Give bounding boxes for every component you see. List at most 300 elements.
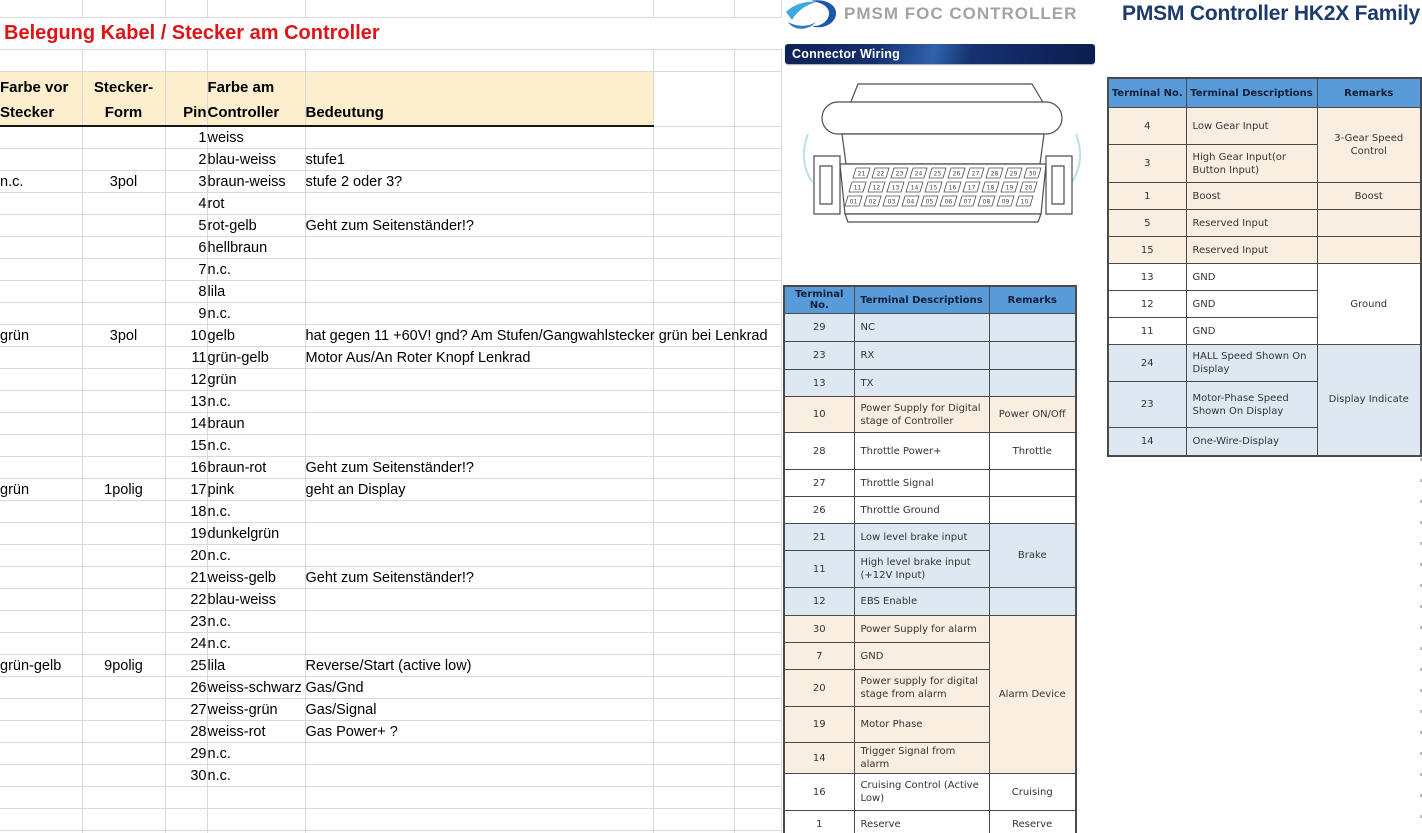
terminal-number-cell: 26 — [784, 497, 854, 524]
sheet-cell[interactable] — [653, 303, 734, 325]
sheet-cell[interactable] — [734, 611, 781, 633]
sheet-cell[interactable] — [82, 523, 165, 545]
sheet-cell[interactable] — [653, 809, 734, 831]
sheet-row — [0, 325, 781, 347]
sheet-cell[interactable] — [0, 325, 82, 347]
sheet-cell[interactable] — [82, 611, 165, 633]
sheet-cell-value: 28 — [190, 723, 207, 740]
terminal-number-cell: 14 — [784, 743, 854, 774]
sheet-cell-value: Gas Power+ ? — [305, 723, 398, 740]
sheet-cell[interactable] — [207, 193, 305, 215]
sheet-cell[interactable] — [653, 18, 734, 50]
sheet-row — [0, 347, 781, 369]
sheet-header-cell[interactable] — [207, 72, 305, 127]
sheet-cell[interactable] — [165, 655, 207, 677]
terminal-number-cell: 11 — [1108, 318, 1186, 345]
sheet-cell[interactable] — [207, 281, 305, 303]
sheet-cell[interactable] — [207, 149, 305, 171]
sheet-cell[interactable] — [0, 126, 82, 149]
sheet-cell[interactable] — [0, 765, 82, 787]
sheet-cell[interactable] — [82, 303, 165, 325]
sheet-cell[interactable] — [0, 545, 82, 567]
sheet-header-cell[interactable] — [305, 72, 653, 127]
sheet-cell[interactable] — [734, 501, 781, 523]
sheet-cell[interactable] — [0, 787, 82, 809]
connector-pin-number: 23 — [895, 170, 904, 178]
sheet-cell[interactable] — [207, 0, 305, 18]
sheet-cell[interactable] — [305, 633, 653, 655]
sheet-cell[interactable] — [653, 149, 734, 171]
sheet-cell[interactable] — [165, 809, 207, 831]
sheet-cell[interactable] — [305, 413, 653, 435]
sheet-cell[interactable] — [305, 237, 653, 259]
terminal-table-header-row — [784, 286, 1076, 314]
sheet-cell[interactable] — [165, 611, 207, 633]
section-banner-label: Connector Wiring — [792, 47, 900, 61]
sheet-cell[interactable] — [165, 347, 207, 369]
sheet-header-cell[interactable] — [0, 72, 82, 127]
sheet-cell[interactable] — [653, 743, 734, 765]
sheet-cell[interactable] — [734, 215, 781, 237]
terminal-number-cell: 13 — [1108, 264, 1186, 291]
sheet-cell[interactable] — [207, 677, 305, 699]
sheet-cell[interactable] — [165, 589, 207, 611]
sheet-cell[interactable] — [207, 325, 305, 347]
sheet-cell[interactable] — [653, 523, 734, 545]
sheet-cell[interactable] — [165, 215, 207, 237]
sheet-cell[interactable] — [82, 171, 165, 193]
sheet-cell[interactable] — [0, 501, 82, 523]
sheet-cell[interactable] — [82, 743, 165, 765]
sheet-cell[interactable] — [0, 611, 82, 633]
sheet-row — [0, 545, 781, 567]
sheet-cell-value: grün — [207, 371, 237, 388]
terminal-description-cell: Trigger Signal from alarm — [854, 743, 989, 774]
sheet-cell[interactable] — [0, 677, 82, 699]
sheet-cell[interactable] — [734, 149, 781, 171]
sheet-cell[interactable] — [207, 633, 305, 655]
sheet-cell[interactable] — [165, 545, 207, 567]
sheet-cell[interactable] — [0, 655, 82, 677]
sheet-cell[interactable] — [0, 303, 82, 325]
sheet-cell[interactable] — [305, 215, 653, 237]
terminal-number-cell: 11 — [784, 551, 854, 588]
sheet-header-cell[interactable] — [82, 72, 165, 127]
sheet-cell[interactable] — [0, 259, 82, 281]
sheet-cell[interactable] — [165, 787, 207, 809]
sheet-cell[interactable] — [734, 567, 781, 589]
connector-pin-number: 27 — [971, 170, 980, 178]
sheet-cell[interactable] — [82, 193, 165, 215]
sheet-cell[interactable] — [82, 677, 165, 699]
sheet-cell-value: n.c. — [207, 503, 231, 520]
sheet-cell[interactable] — [734, 743, 781, 765]
sheet-cell[interactable] — [82, 413, 165, 435]
sheet-cell[interactable] — [207, 303, 305, 325]
sheet-cell[interactable] — [305, 677, 653, 699]
sheet-cell[interactable] — [305, 149, 653, 171]
sheet-cell-value: 12 — [190, 371, 207, 388]
sheet-cell[interactable] — [0, 391, 82, 413]
sheet-cell[interactable] — [305, 501, 653, 523]
sheet-cell[interactable] — [165, 457, 207, 479]
sheet-cell[interactable] — [207, 699, 305, 721]
sheet-cell[interactable] — [207, 126, 305, 149]
sheet-cell[interactable] — [82, 765, 165, 787]
sheet-cell[interactable] — [165, 699, 207, 721]
sheet-cell[interactable] — [207, 589, 305, 611]
sheet-cell[interactable] — [734, 171, 781, 193]
sheet-cell[interactable] — [305, 391, 653, 413]
sheet-cell[interactable] — [734, 18, 781, 50]
sheet-cell[interactable] — [165, 193, 207, 215]
sheet-cell[interactable] — [653, 655, 734, 677]
sheet-cell[interactable] — [653, 611, 734, 633]
sheet-cell[interactable] — [82, 325, 165, 347]
sheet-cell[interactable] — [0, 281, 82, 303]
sheet-cell[interactable] — [82, 0, 165, 18]
sheet-cell[interactable] — [165, 743, 207, 765]
sheet-cell[interactable] — [653, 545, 734, 567]
terminal-table-row — [1108, 345, 1421, 382]
sheet-cell[interactable] — [82, 237, 165, 259]
sheet-cell[interactable] — [734, 545, 781, 567]
sheet-cell[interactable] — [207, 743, 305, 765]
sheet-cell-value: Reverse/Start (active low) — [305, 657, 472, 674]
sheet-cell[interactable] — [653, 281, 734, 303]
sheet-cell[interactable] — [165, 633, 207, 655]
sheet-cell[interactable] — [82, 545, 165, 567]
terminal-description-cell: GND — [854, 643, 989, 670]
sheet-cell[interactable] — [207, 215, 305, 237]
sheet-cell[interactable] — [653, 50, 734, 72]
sheet-cell[interactable] — [653, 501, 734, 523]
sheet-cell[interactable] — [207, 545, 305, 567]
sheet-cell[interactable] — [82, 809, 165, 831]
sheet-cell[interactable] — [0, 171, 82, 193]
sheet-cell-value: Geht zum Seitenständer!? — [305, 217, 474, 234]
sheet-cell[interactable] — [165, 171, 207, 193]
sheet-cell[interactable] — [653, 171, 734, 193]
sheet-row — [0, 237, 781, 259]
sheet-cell[interactable] — [207, 457, 305, 479]
sheet-cell[interactable] — [82, 479, 165, 501]
sheet-cell[interactable] — [82, 787, 165, 809]
sheet-cell[interactable] — [734, 523, 781, 545]
sheet-cell[interactable] — [653, 567, 734, 589]
sheet-cell[interactable] — [207, 611, 305, 633]
sheet-cell-value: stufe 2 oder 3? — [305, 173, 403, 190]
sheet-header-cell[interactable] — [653, 72, 734, 127]
sheet-cell[interactable] — [165, 479, 207, 501]
sheet-cell[interactable] — [0, 0, 82, 18]
sheet-cell[interactable] — [305, 259, 653, 281]
sheet-header-cell[interactable] — [165, 72, 207, 127]
sheet-cell[interactable] — [0, 237, 82, 259]
sheet-cell-value: braun-weiss — [207, 173, 286, 190]
sheet-cell[interactable] — [82, 457, 165, 479]
sheet-cell[interactable] — [0, 347, 82, 369]
sheet-cell-value: 27 — [190, 701, 207, 718]
sheet-cell[interactable] — [734, 126, 781, 149]
sheet-cell[interactable] — [734, 391, 781, 413]
sheet-cell[interactable] — [207, 259, 305, 281]
terminal-table-row — [1108, 237, 1421, 264]
sheet-cell[interactable] — [734, 765, 781, 787]
sheet-cell[interactable] — [207, 479, 305, 501]
sheet-cell[interactable] — [82, 391, 165, 413]
sheet-cell[interactable] — [653, 237, 734, 259]
sheet-cell[interactable] — [305, 523, 653, 545]
sheet-cell[interactable] — [734, 721, 781, 743]
sheet-cell[interactable] — [0, 457, 82, 479]
sheet-cell[interactable] — [653, 721, 734, 743]
sheet-cell[interactable] — [82, 347, 165, 369]
sheet-cell[interactable] — [653, 633, 734, 655]
sheet-cell[interactable] — [305, 479, 653, 501]
sheet-cell[interactable] — [305, 0, 653, 18]
sheet-cell[interactable] — [165, 391, 207, 413]
sheet-cell[interactable] — [305, 303, 653, 325]
sheet-header-cell[interactable] — [734, 72, 781, 127]
sheet-cell[interactable] — [82, 50, 165, 72]
sheet-cell[interactable] — [165, 325, 207, 347]
sheet-cell[interactable] — [734, 787, 781, 809]
sheet-cell[interactable] — [165, 237, 207, 259]
sheet-cell[interactable] — [305, 699, 653, 721]
sheet-cell[interactable] — [165, 721, 207, 743]
sheet-cell[interactable] — [0, 413, 82, 435]
sheet-cell[interactable] — [653, 479, 734, 501]
sheet-cell[interactable] — [653, 259, 734, 281]
sheet-cell[interactable] — [165, 281, 207, 303]
sheet-cell[interactable] — [734, 699, 781, 721]
sheet-cell-value: n.c. — [207, 261, 231, 278]
sheet-cell-value: gelb — [207, 327, 235, 344]
sheet-cell[interactable] — [734, 0, 781, 18]
sheet-cell[interactable] — [82, 149, 165, 171]
sheet-cell[interactable] — [207, 237, 305, 259]
connector-pin-number: 26 — [952, 170, 961, 178]
sheet-cell[interactable] — [165, 0, 207, 18]
connector-pin-number: 02 — [868, 198, 877, 206]
sheet-cell[interactable] — [0, 809, 82, 831]
sheet-cell[interactable] — [653, 347, 734, 369]
sheet-cell-value: rot — [207, 195, 225, 212]
sheet-cell[interactable] — [653, 765, 734, 787]
sheet-cell[interactable] — [734, 435, 781, 457]
terminal-number-cell: 20 — [784, 670, 854, 707]
sheet-row — [0, 126, 781, 149]
sheet-cell[interactable] — [82, 589, 165, 611]
sheet-cell[interactable] — [734, 457, 781, 479]
sheet-cell-value: 24 — [190, 635, 207, 652]
sheet-cell-value: n.c. — [207, 635, 231, 652]
sheet-cell[interactable] — [82, 435, 165, 457]
sheet-cell[interactable] — [734, 655, 781, 677]
sheet-cell[interactable] — [82, 259, 165, 281]
sheet-cell[interactable] — [734, 633, 781, 655]
sheet-cell[interactable] — [305, 589, 653, 611]
sheet-cell[interactable] — [734, 369, 781, 391]
sheet-cell[interactable] — [0, 699, 82, 721]
sheet-cell[interactable] — [305, 325, 768, 347]
sheet-cell-value: grün — [0, 481, 30, 498]
terminal-table-row — [784, 470, 1076, 497]
sheet-cell[interactable] — [165, 303, 207, 325]
sheet-cell[interactable] — [734, 303, 781, 325]
sheet-cell[interactable] — [653, 589, 734, 611]
sheet-cell[interactable] — [305, 126, 653, 149]
sheet-cell[interactable] — [305, 787, 653, 809]
sheet-cell[interactable] — [305, 545, 653, 567]
terminal-description-cell: Cruising Control (Active Low) — [854, 774, 989, 811]
sheet-cell[interactable] — [82, 721, 165, 743]
sheet-cell[interactable] — [0, 215, 82, 237]
terminal-description-cell: Motor-Phase Speed Shown On Display — [1186, 382, 1317, 428]
sheet-cell[interactable] — [0, 149, 82, 171]
sheet-row — [0, 215, 781, 237]
sheet-cell[interactable] — [653, 369, 734, 391]
sheet-cell[interactable] — [0, 50, 82, 72]
sheet-cell[interactable] — [734, 677, 781, 699]
sheet-cell[interactable] — [734, 809, 781, 831]
sheet-cell-value: 13 — [190, 393, 207, 410]
sheet-cell[interactable] — [305, 369, 653, 391]
sheet-cell[interactable] — [734, 281, 781, 303]
sheet-cell[interactable] — [165, 523, 207, 545]
sheet-cell[interactable] — [0, 479, 82, 501]
sheet-cell[interactable] — [207, 347, 305, 369]
sheet-cell-value: 2 — [198, 151, 207, 168]
sheet-cell[interactable] — [653, 699, 734, 721]
sheet-cell[interactable] — [0, 369, 82, 391]
sheet-cell[interactable] — [207, 501, 305, 523]
sheet-cell[interactable] — [653, 126, 734, 149]
sheet-cell[interactable] — [207, 765, 305, 787]
sheet-row — [0, 787, 781, 809]
sheet-cell[interactable] — [82, 501, 165, 523]
sheet-cell[interactable] — [305, 567, 653, 589]
sheet-cell[interactable] — [165, 567, 207, 589]
sheet-cell[interactable] — [734, 193, 781, 215]
sheet-cell[interactable] — [207, 391, 305, 413]
sheet-cell[interactable] — [82, 655, 165, 677]
sheet-cell[interactable] — [305, 765, 653, 787]
sheet-cell[interactable] — [0, 18, 653, 50]
sheet-cell[interactable] — [207, 523, 305, 545]
sheet-cell[interactable] — [653, 193, 734, 215]
sheet-cell[interactable] — [305, 743, 653, 765]
sheet-cell[interactable] — [305, 193, 653, 215]
sheet-cell[interactable] — [165, 149, 207, 171]
sheet-cell[interactable] — [207, 171, 305, 193]
sheet-row — [0, 259, 781, 281]
sheet-cell[interactable] — [653, 457, 734, 479]
sheet-cell[interactable] — [207, 435, 305, 457]
sheet-cell[interactable] — [82, 215, 165, 237]
sheet-cell[interactable] — [653, 435, 734, 457]
sheet-cell[interactable] — [207, 721, 305, 743]
terminal-table-header-row — [1108, 78, 1421, 108]
sheet-cell[interactable] — [305, 347, 653, 369]
datasheet-panel[interactable] — [782, 0, 1422, 833]
terminal-description-cell: Low Gear Input — [1186, 108, 1317, 145]
sheet-cell[interactable] — [0, 435, 82, 457]
sheet-cell[interactable] — [653, 413, 734, 435]
sheet-cell[interactable] — [305, 721, 653, 743]
header-label: Stecker- — [93, 79, 154, 96]
sheet-cell[interactable] — [734, 589, 781, 611]
sheet-cell[interactable] — [734, 50, 781, 72]
sheet-cell[interactable] — [207, 50, 305, 72]
sheet-cell[interactable] — [82, 699, 165, 721]
sheet-cell[interactable] — [305, 50, 653, 72]
sheet-cell[interactable] — [653, 0, 734, 18]
sheet-cell[interactable] — [82, 369, 165, 391]
sheet-cell[interactable] — [165, 677, 207, 699]
sheet-cell[interactable] — [653, 391, 734, 413]
sheet-cell[interactable] — [305, 435, 653, 457]
sheet-cell[interactable] — [305, 655, 653, 677]
sheet-cell[interactable] — [0, 193, 82, 215]
sheet-cell[interactable] — [0, 633, 82, 655]
sheet-cell[interactable] — [165, 765, 207, 787]
sheet-cell[interactable] — [734, 237, 781, 259]
sheet-cell[interactable] — [305, 281, 653, 303]
sheet-cell[interactable] — [734, 347, 781, 369]
sheet-cell[interactable] — [653, 787, 734, 809]
sheet-cell[interactable] — [734, 479, 781, 501]
sheet-cell[interactable] — [82, 567, 165, 589]
sheet-cell-value: 1polig — [104, 481, 143, 498]
sheet-cell[interactable] — [165, 369, 207, 391]
sheet-cell[interactable] — [165, 50, 207, 72]
sheet-cell[interactable] — [207, 413, 305, 435]
terminal-description-cell: Low level brake input — [854, 524, 989, 551]
sheet-cell[interactable] — [165, 126, 207, 149]
sheet-cell[interactable] — [165, 259, 207, 281]
sheet-cell[interactable] — [305, 809, 653, 831]
sheet-cell-value: 16 — [190, 459, 207, 476]
sheet-cell[interactable] — [305, 171, 653, 193]
sheet-cell[interactable] — [0, 567, 82, 589]
sheet-cell[interactable] — [305, 457, 653, 479]
sheet-cell[interactable] — [734, 413, 781, 435]
sheet-cell[interactable] — [82, 126, 165, 149]
sheet-cell-value: 3 — [198, 173, 207, 190]
sheet-cell[interactable] — [0, 589, 82, 611]
sheet-cell[interactable] — [82, 633, 165, 655]
sheet-cell[interactable] — [165, 413, 207, 435]
sheet-cell[interactable] — [207, 567, 305, 589]
sheet-cell[interactable] — [207, 809, 305, 831]
sheet-cell[interactable] — [0, 721, 82, 743]
sheet-cell-value: 9polig — [104, 657, 143, 674]
sheet-cell[interactable] — [165, 435, 207, 457]
sheet-cell[interactable] — [0, 523, 82, 545]
sheet-cell[interactable] — [165, 501, 207, 523]
sheet-cell[interactable] — [82, 281, 165, 303]
sheet-cell[interactable] — [305, 611, 653, 633]
sheet-cell[interactable] — [207, 655, 305, 677]
sheet-cell[interactable] — [0, 743, 82, 765]
sheet-cell[interactable] — [207, 787, 305, 809]
sheet-cell[interactable] — [734, 259, 781, 281]
sheet-cell[interactable] — [653, 677, 734, 699]
sheet-cell[interactable] — [653, 215, 734, 237]
sheet-cell[interactable] — [207, 369, 305, 391]
